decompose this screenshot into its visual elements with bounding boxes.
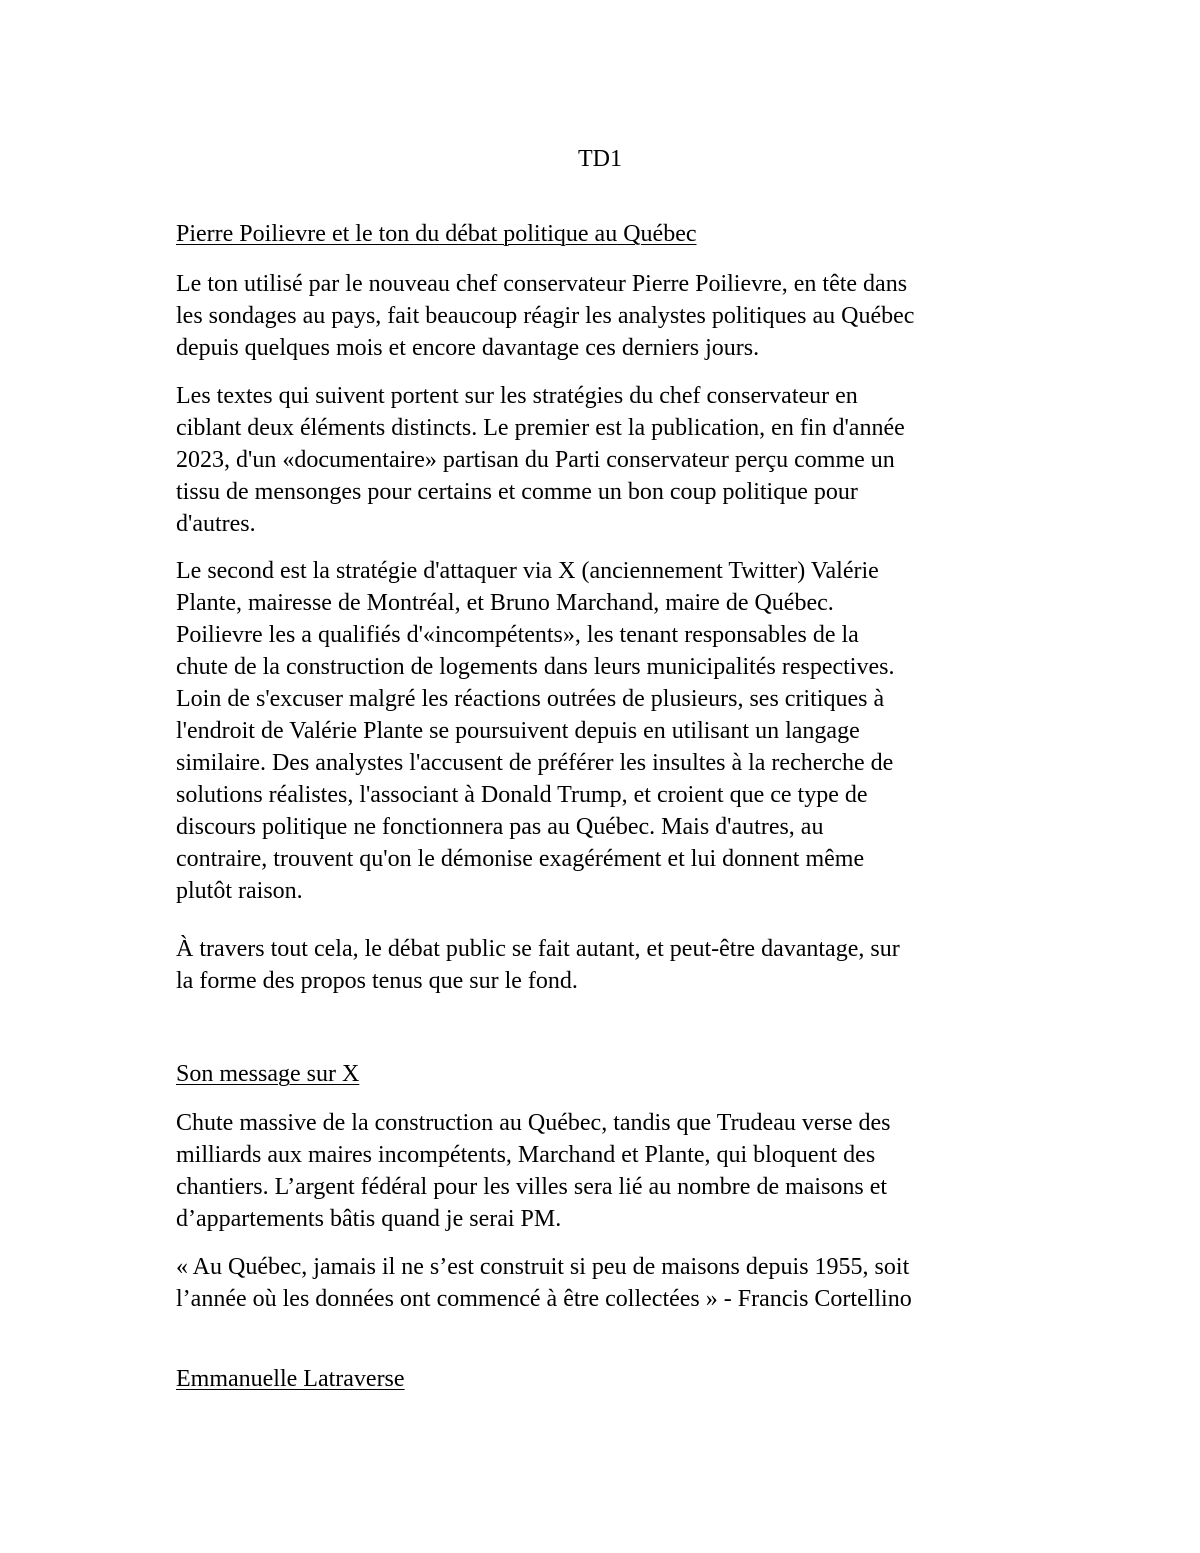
paragraph-line: Les textes qui suivent portent sur les stratégies du chef conservateur en — [176, 383, 858, 409]
paragraph-line: 2023, d'un «documentaire» partisan du Parti conservateur perçu comme un — [176, 447, 895, 473]
paragraph-line: Le ton utilisé par le nouveau chef conservateur Pierre Poilievre, en tête dans — [176, 271, 908, 297]
document-title: TD1 — [578, 146, 622, 172]
paragraph-line: discours politique ne fonctionnera pas au Québec. Mais d'autres, au — [176, 814, 824, 840]
paragraph-line: depuis quelques mois et encore davantage ces derniers jours. — [176, 335, 760, 361]
paragraph-line: Chute massive de la construction au Québec, tandis que Trudeau verse des — [176, 1110, 891, 1136]
section-heading-poilievre: Pierre Poilievre et le ton du débat politique au Québec — [176, 221, 697, 247]
paragraph-line: contraire, trouvent qu'on le démonise exagérément et lui donnent même — [176, 846, 865, 872]
paragraph-line: l’année où les données ont commencé à être collectées » - Francis Cortellino — [176, 1286, 912, 1312]
paragraph-conclusion — [176, 933, 1036, 997]
paragraph-line: similaire. Des analystes l'accusent de préférer les insultes à la recherche de — [176, 750, 894, 776]
paragraph-line: tissu de mensonges pour certains et comme un bon coup politique pour — [176, 479, 858, 505]
paragraph-quote — [176, 1251, 1036, 1315]
paragraph-line: « Au Québec, jamais il ne s’est construit si peu de maisons depuis 1955, soit — [176, 1254, 910, 1280]
paragraph-line: chute de la construction de logements dans leurs municipalités respectives. — [176, 654, 895, 680]
paragraph-line: les sondages au pays, fait beaucoup réagir les analystes politiques au Québec — [176, 303, 915, 329]
paragraph-line: Plante, mairesse de Montréal, et Bruno Marchand, maire de Québec. — [176, 590, 834, 616]
paragraph-line: ciblant deux éléments distincts. Le premier est la publication, en fin d'année — [176, 415, 905, 441]
paragraph-texts — [176, 380, 1036, 540]
paragraph-line: chantiers. L’argent fédéral pour les villes sera lié au nombre de maisons et — [176, 1174, 888, 1200]
author-heading: Emmanuelle Latraverse — [176, 1366, 405, 1392]
paragraph-line: d’appartements bâtis quand je serai PM. — [176, 1206, 562, 1232]
paragraph-line: milliards aux maires incompétents, Marchand et Plante, qui bloquent des — [176, 1142, 876, 1168]
paragraph-line: À travers tout cela, le débat public se fait autant, et peut-être davantage, sur — [176, 936, 900, 962]
paragraph-line: Loin de s'excuser malgré les réactions outrées de plusieurs, ses critiques à — [176, 686, 885, 712]
paragraph-line: solutions réalistes, l'associant à Donald Trump, et croient que ce type de — [176, 782, 868, 808]
paragraph-strategy — [176, 555, 1036, 907]
paragraph-message — [176, 1107, 1036, 1235]
paragraph-line: l'endroit de Valérie Plante se poursuivent depuis en utilisant un langage — [176, 718, 860, 744]
paragraph-line: Le second est la stratégie d'attaquer via X (anciennement Twitter) Valérie — [176, 558, 879, 584]
paragraph-line: d'autres. — [176, 511, 256, 537]
section-heading-message: Son message sur X — [176, 1061, 360, 1087]
paragraph-line: la forme des propos tenus que sur le fond. — [176, 968, 578, 994]
paragraph-intro — [176, 268, 1036, 364]
paragraph-line: plutôt raison. — [176, 878, 303, 904]
paragraph-line: Poilievre les a qualifiés d'«incompétents», les tenant responsables de la — [176, 622, 859, 648]
